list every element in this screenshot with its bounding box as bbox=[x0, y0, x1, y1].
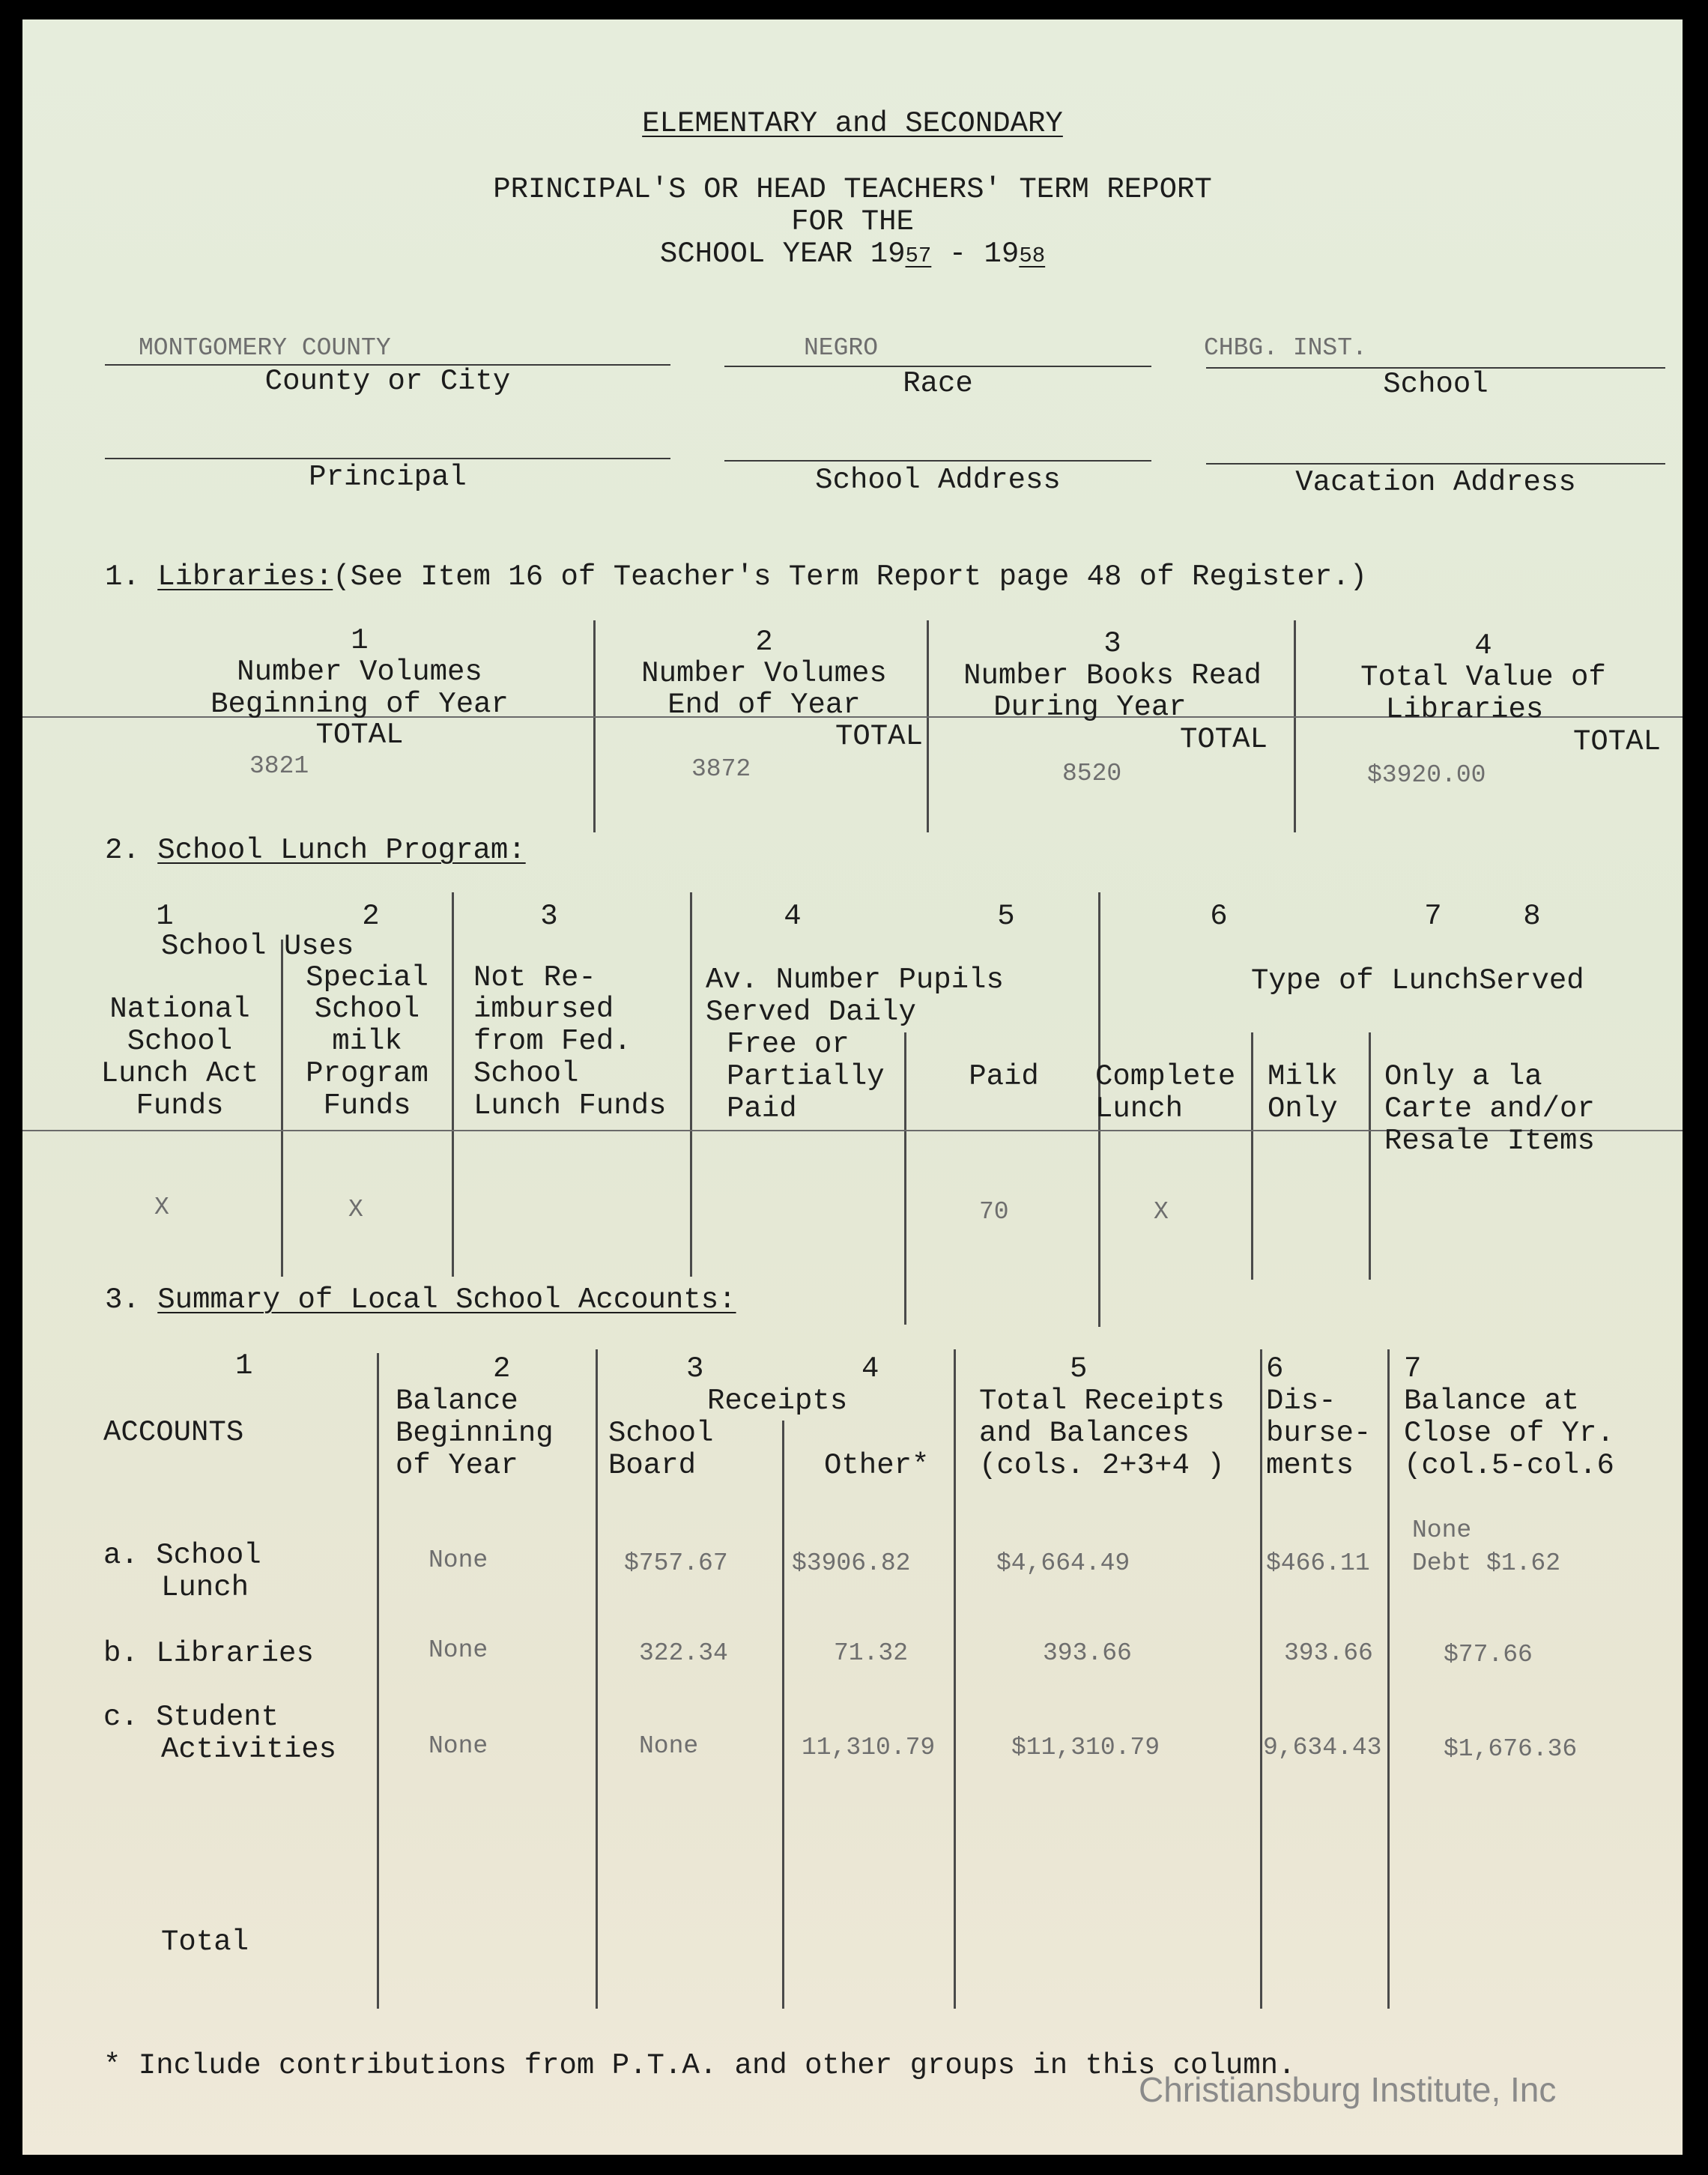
vacation-address-label: Vacation Address bbox=[1295, 466, 1576, 499]
school-value: CHBG. INST. bbox=[1204, 334, 1367, 362]
acct-row-a-c2: None bbox=[428, 1546, 488, 1574]
lunch-num-4: 4 bbox=[784, 900, 802, 933]
race-label: Race bbox=[903, 367, 973, 400]
acct-row-c-c3: None bbox=[639, 1732, 699, 1760]
lunch-col2-l2: School bbox=[314, 993, 420, 1026]
school-year-prefix: SCHOOL YEAR 19 bbox=[659, 238, 906, 270]
lunch-col4-sub-l1: Free or bbox=[727, 1028, 850, 1061]
lib-col4-value: $3920.00 bbox=[1367, 761, 1486, 789]
acct-num-6: 6 bbox=[1266, 1352, 1284, 1385]
report-title: ELEMENTARY and SECONDARY bbox=[642, 107, 1063, 140]
lib-col1-total: TOTAL bbox=[315, 719, 404, 751]
lunch-divider-7 bbox=[1369, 1032, 1371, 1280]
acct-col6-l1: Dis- bbox=[1266, 1385, 1336, 1418]
lunch-col2-l4: Program bbox=[306, 1057, 428, 1090]
lunch-col1-l4: Funds bbox=[136, 1089, 224, 1122]
acct-num-1: 1 bbox=[235, 1349, 253, 1382]
lunch-col8-l2: Carte and/or bbox=[1384, 1092, 1595, 1125]
accounts-heading-title: Summary of Local School Accounts: bbox=[157, 1283, 736, 1316]
lib-col3-value: 8520 bbox=[1062, 760, 1122, 787]
lunch-col2-value: X bbox=[348, 1196, 363, 1223]
acct-total-label: Total bbox=[161, 1926, 249, 1958]
lunch-heading-num: 2. bbox=[105, 834, 140, 867]
lib-col2-num: 2 bbox=[755, 626, 773, 659]
lunch-num-6: 6 bbox=[1210, 900, 1228, 933]
acct-row-a-label2: Lunch bbox=[161, 1571, 249, 1604]
libraries-heading bbox=[105, 561, 1367, 593]
acct-num-7: 7 bbox=[1404, 1352, 1422, 1385]
lunch-col4-sub-l3: Paid bbox=[727, 1092, 797, 1125]
acct-col7-l2: Close of Yr. bbox=[1404, 1417, 1614, 1450]
lunch-num-2: 2 bbox=[362, 900, 380, 933]
acct-col5-l2: and Balances bbox=[979, 1417, 1190, 1450]
lunch-col6-l1: Complete bbox=[1095, 1060, 1236, 1093]
vacation-address-line bbox=[1206, 463, 1665, 465]
watermark: Christiansburg Institute, Inc bbox=[1139, 2070, 1557, 2109]
school-address-line bbox=[724, 460, 1151, 462]
lunch-num-1: 1 bbox=[156, 900, 174, 933]
acct-row-a-c7: Debt $1.62 bbox=[1412, 1549, 1561, 1577]
lunch-col4-sub-l2: Partially bbox=[727, 1060, 885, 1093]
acct-col3-l1: School bbox=[608, 1417, 714, 1450]
lib-divider-1 bbox=[593, 620, 596, 832]
acct-col7-l1: Balance at bbox=[1404, 1385, 1580, 1418]
acct-divider-5 bbox=[1260, 1349, 1262, 2009]
acct-row-a-c4: $3906.82 bbox=[792, 1549, 911, 1577]
lunch-col3-l5: Lunch Funds bbox=[473, 1089, 667, 1122]
lunch-col6-value: X bbox=[1154, 1198, 1169, 1226]
lunch-col7-l1: Milk bbox=[1268, 1060, 1338, 1093]
lunch-col6-l2: Lunch bbox=[1095, 1092, 1184, 1125]
acct-divider-4 bbox=[954, 1349, 956, 2009]
acct-col5-l1: Total Receipts bbox=[979, 1385, 1225, 1418]
school-year-end: 58 bbox=[1019, 243, 1046, 268]
acct-row-b-c2: None bbox=[428, 1636, 488, 1664]
acct-divider-2 bbox=[596, 1349, 598, 2009]
acct-col6-l3: ments bbox=[1266, 1449, 1354, 1482]
lunch-divider-3 bbox=[690, 892, 692, 1277]
acct-row-c-c7: $1,676.36 bbox=[1444, 1735, 1578, 1763]
acct-divider-3 bbox=[782, 1421, 784, 2009]
lunch-col2-l3: milk bbox=[332, 1025, 402, 1058]
lunch-col4-head-l1: Av. Number Pupils bbox=[706, 964, 1004, 996]
lunch-type-head: Type of LunchServed bbox=[1251, 964, 1584, 997]
accounts-heading bbox=[105, 1284, 736, 1316]
lunch-heading bbox=[105, 835, 526, 867]
acct-col2-l1: Balance bbox=[396, 1385, 518, 1418]
school-label: School bbox=[1383, 368, 1489, 401]
lunch-col1-value: X bbox=[154, 1194, 169, 1221]
lunch-col3-l3: from Fed. bbox=[473, 1025, 632, 1058]
acct-num-5: 5 bbox=[1070, 1352, 1088, 1385]
acct-row-c-label1: c. Student bbox=[103, 1701, 279, 1734]
race-value: NEGRO bbox=[804, 334, 879, 362]
lunch-col1-l3: Lunch Act bbox=[100, 1057, 259, 1090]
acct-row-b-c4: 71.32 bbox=[834, 1639, 909, 1667]
acct-col6-l2: burse- bbox=[1266, 1417, 1372, 1450]
acct-row-c-c2: None bbox=[428, 1732, 488, 1760]
acct-row-a-c7-note: None bbox=[1412, 1516, 1472, 1544]
lunch-col1-l1: National bbox=[109, 993, 250, 1026]
county-label: County or City bbox=[264, 365, 511, 398]
lunch-col8-l1: Only a la bbox=[1384, 1060, 1542, 1093]
lunch-col3-l1: Not Re- bbox=[473, 961, 596, 994]
accounts-heading-num: 3. bbox=[105, 1283, 140, 1316]
acct-num-2: 2 bbox=[493, 1352, 511, 1385]
footnote: * Include contributions from P.T.A. and other groups in this column. bbox=[103, 2049, 1296, 2082]
lunch-col3-l4: School bbox=[473, 1057, 579, 1090]
lunch-col5-paid: Paid bbox=[969, 1060, 1039, 1093]
school-address-label: School Address bbox=[815, 464, 1061, 497]
acct-row-c-c4: 11,310.79 bbox=[802, 1734, 936, 1761]
acct-receipts-head: Receipts bbox=[707, 1385, 848, 1418]
principal-label: Principal bbox=[309, 461, 467, 494]
lib-col2-value: 3872 bbox=[691, 755, 751, 783]
acct-col2-l3: of Year bbox=[396, 1449, 518, 1482]
lib-col3-num: 3 bbox=[1103, 627, 1121, 660]
acct-num-3: 3 bbox=[686, 1352, 704, 1385]
school-year-sep: - 19 bbox=[931, 238, 1020, 270]
lib-col3-line1: Number Books Read bbox=[963, 659, 1262, 692]
lib-col2-line1: Number Volumes bbox=[641, 657, 887, 690]
lib-col4-line2: Libraries bbox=[1385, 693, 1544, 726]
lunch-divider-6 bbox=[1251, 1032, 1253, 1280]
acct-row-a-c5: $4,664.49 bbox=[996, 1549, 1130, 1577]
acct-row-c-c5: $11,310.79 bbox=[1011, 1734, 1160, 1761]
acct-col1-head: ACCOUNTS bbox=[103, 1416, 244, 1449]
lunch-col2-l5: Funds bbox=[323, 1089, 411, 1122]
lunch-col8-l3: Resale Items bbox=[1384, 1125, 1595, 1158]
lunch-heading-title: School Lunch Program: bbox=[157, 834, 526, 867]
lunch-col3-l2: imbursed bbox=[473, 993, 614, 1026]
acct-row-c-c6: 9,634.43 bbox=[1263, 1734, 1382, 1761]
lib-col3-total: TOTAL bbox=[1179, 723, 1268, 756]
lunch-school-uses: School Uses bbox=[161, 930, 354, 963]
lib-col2-total: TOTAL bbox=[835, 720, 923, 753]
lib-col3-line2: During Year bbox=[993, 691, 1187, 724]
acct-row-b-label: b. Libraries bbox=[103, 1637, 314, 1670]
lunch-num-5: 5 bbox=[997, 900, 1015, 933]
acct-row-a-c3: $757.67 bbox=[624, 1549, 728, 1577]
acct-row-a-label1: a. School bbox=[103, 1539, 261, 1572]
acct-row-b-c6: 393.66 bbox=[1284, 1639, 1373, 1667]
lunch-col5-value: 70 bbox=[979, 1198, 1009, 1226]
report-subtitle: PRINCIPAL'S OR HEAD TEACHERS' TERM REPORT bbox=[493, 173, 1212, 206]
acct-row-c-label2: Activities bbox=[161, 1733, 337, 1766]
acct-row-b-c7: $77.66 bbox=[1444, 1641, 1533, 1669]
lunch-num-3: 3 bbox=[540, 900, 558, 933]
report-page bbox=[22, 19, 1683, 2155]
libraries-heading-note: (See Item 16 of Teacher's Term Report page 48 of Register.) bbox=[333, 560, 1368, 593]
lib-col1-line1: Number Volumes bbox=[237, 656, 482, 689]
libraries-heading-title: Libraries: bbox=[157, 560, 333, 593]
county-value: MONTGOMERY COUNTY bbox=[139, 334, 391, 362]
lib-col2-line2: End of Year bbox=[667, 689, 861, 722]
acct-row-b-c5: 393.66 bbox=[1043, 1639, 1132, 1667]
principal-line bbox=[105, 458, 670, 459]
acct-col4-head: Other* bbox=[824, 1449, 930, 1482]
lib-col4-total: TOTAL bbox=[1572, 725, 1661, 758]
lunch-num-8: 8 bbox=[1523, 900, 1541, 933]
lunch-num-7: 7 bbox=[1424, 900, 1442, 933]
libraries-heading-num: 1. bbox=[105, 560, 140, 593]
acct-divider-1 bbox=[377, 1353, 379, 2009]
acct-col2-l2: Beginning bbox=[396, 1417, 554, 1450]
lunch-col2-l1: Special bbox=[306, 961, 428, 994]
acct-row-a-c6: $466.11 bbox=[1266, 1549, 1370, 1577]
lunch-col7-l2: Only bbox=[1268, 1092, 1338, 1125]
lib-col1-value: 3821 bbox=[249, 752, 309, 780]
lunch-col4-head-l2: Served Daily bbox=[706, 996, 916, 1029]
school-year-start: 57 bbox=[905, 243, 932, 268]
lib-col4-num: 4 bbox=[1474, 629, 1492, 662]
lib-col1-line2: Beginning of Year bbox=[211, 688, 509, 721]
lib-col1-num: 1 bbox=[351, 624, 369, 657]
acct-row-b-c3: 322.34 bbox=[639, 1639, 728, 1667]
lib-col4-line1: Total Value of bbox=[1360, 661, 1606, 694]
lunch-col1-l2: School bbox=[127, 1025, 233, 1058]
acct-col7-l3: (col.5-col.6 bbox=[1404, 1449, 1614, 1482]
acct-divider-6 bbox=[1387, 1349, 1390, 2009]
acct-col3-l2: Board bbox=[608, 1449, 697, 1482]
school-year-line bbox=[22, 238, 1683, 272]
report-subtitle-for: FOR THE bbox=[791, 205, 914, 238]
acct-num-4: 4 bbox=[861, 1352, 879, 1385]
acct-col5-l3: (cols. 2+3+4 ) bbox=[979, 1449, 1225, 1482]
